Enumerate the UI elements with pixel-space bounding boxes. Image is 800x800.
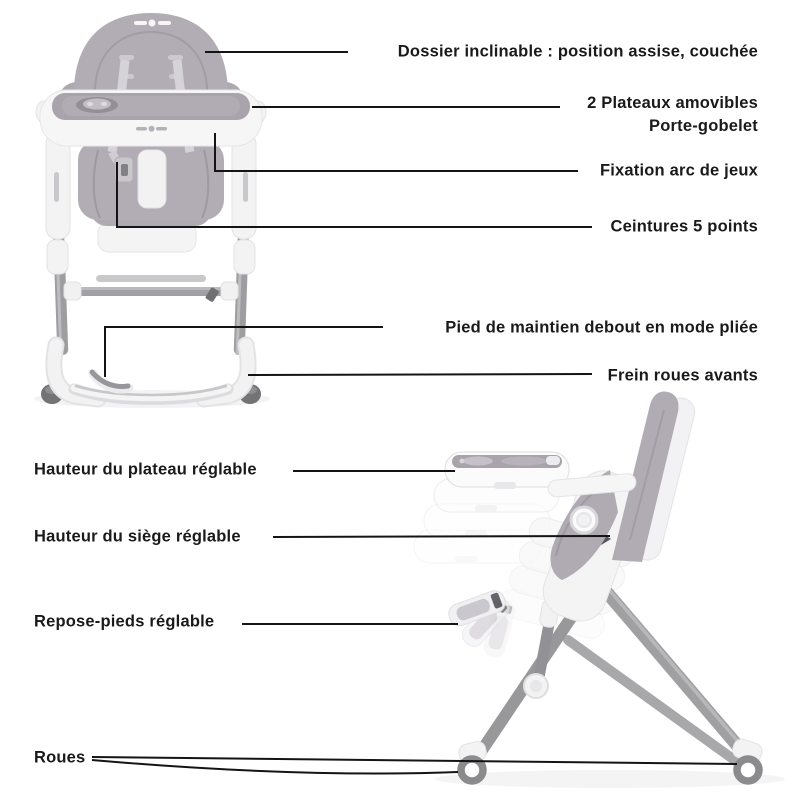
- label-fixation-arc: Fixation arc de jeux: [599, 161, 758, 180]
- label-plateaux-line1: 2 Plateaux amovibles: [587, 94, 758, 112]
- highchair-side-view: [414, 392, 785, 788]
- label-ceintures: Ceintures 5 points: [610, 217, 758, 236]
- side-seat-assembly: [536, 392, 698, 629]
- front-crossbar: [64, 282, 238, 303]
- stand-foot: [92, 372, 129, 389]
- label-repose-pieds: Repose-pieds réglable: [34, 612, 215, 631]
- side-front-wheel: [461, 759, 483, 781]
- label-frein-roues: Frein roues avants: [607, 366, 758, 385]
- seat-cushion: [78, 140, 224, 226]
- highchair-front-view: [34, 13, 270, 408]
- label-hauteur-siege: Hauteur du siège réglable: [34, 527, 241, 546]
- callout-line-frein: [248, 374, 592, 375]
- label-roues: Roues: [34, 748, 86, 767]
- label-hauteur-plateau: Hauteur du plateau réglable: [34, 460, 257, 479]
- cup-holder: [76, 97, 118, 113]
- label-dossier-inclinable: Dossier inclinable : position assise, couchée: [397, 42, 758, 61]
- callout-line-hauteur-siege: [273, 536, 610, 537]
- side-rear-wheel: [737, 759, 759, 781]
- callout-line-roues-rear: [92, 757, 737, 764]
- front-feet: [41, 345, 261, 404]
- label-pied-maintien: Pied de maintien debout en mode pliée: [445, 318, 758, 337]
- callout-line-roues-front: [92, 760, 458, 774]
- crotch-post: [138, 150, 166, 208]
- callout-line-fixation: [215, 133, 578, 171]
- label-porte-gobelet: Porte-gobelet: [649, 117, 758, 135]
- label-plateaux-amovibles: [587, 92, 758, 138]
- tray: [36, 90, 266, 146]
